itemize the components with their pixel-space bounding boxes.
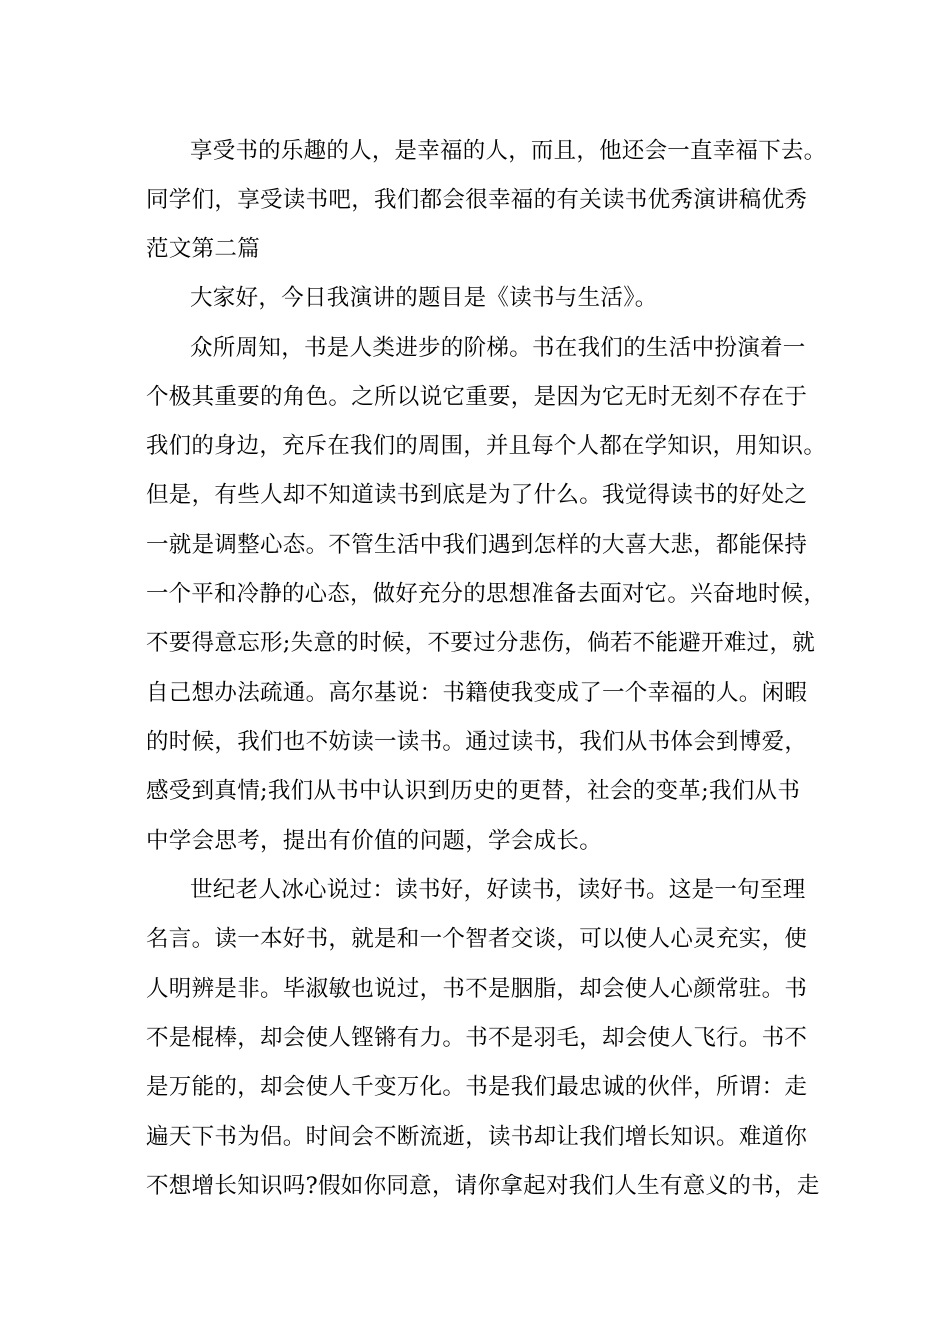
text-line: 不想增长知识吗?假如你同意，请你拿起对我们人生有意义的书，走 (146, 1173, 820, 1199)
text-line: 享受书的乐趣的人，是幸福的人，而且，他还会一直幸福下去。 (190, 138, 827, 164)
text-line: 范文第二篇 (146, 236, 261, 262)
text-line: 不要得意忘形;失意的时候，不要过分悲伤，倘若不能避开难过，就 (146, 630, 816, 656)
text-line: 中学会思考，提出有价值的问题，学会成长。 (146, 828, 603, 854)
text-line: 名言。读一本好书，就是和一个智者交谈，可以使人心灵充实，使 (146, 926, 808, 952)
text-line: 人明辨是非。毕淑敏也说过，书不是胭脂，却会使人心颜常驻。书 (146, 976, 808, 1002)
text-line: 自己想办法疏通。高尔基说：书籍使我变成了一个幸福的人。闲暇 (146, 680, 808, 706)
text-line: 我们的身边，充斥在我们的周围，并且每个人都在学知识，用知识。 (146, 433, 827, 459)
text-line: 个极其重要的角色。之所以说它重要，是因为它无时无刻不存在于 (146, 384, 808, 410)
text-line: 众所周知，书是人类进步的阶梯。书在我们的生活中扮演着一 (190, 335, 806, 361)
text-line: 世纪老人冰心说过：读书好，好读书，读好书。这是一句至理 (190, 877, 806, 903)
text-line: 一就是调整心态。不管生活中我们遇到怎样的大喜大悲，都能保持 (146, 532, 808, 558)
text-line: 大家好，今日我演讲的题目是《读书与生活》。 (190, 285, 658, 311)
text-line: 但是，有些人却不知道读书到底是为了什么。我觉得读书的好处之 (146, 482, 808, 508)
text-line: 同学们，享受读书吧，我们都会很幸福的有关读书优秀演讲稿优秀 (146, 187, 808, 213)
text-line: 感受到真情;我们从书中认识到历史的更替，社会的变革;我们从书 (146, 778, 801, 804)
text-line: 遍天下书为侣。时间会不断流逝，读书却让我们增长知识。难道你 (146, 1124, 808, 1150)
text-line: 的时候，我们也不妨读一读书。通过读书，我们从书体会到博爱， (146, 729, 808, 755)
text-line: 不是棍棒，却会使人铿锵有力。书不是羽毛，却会使人飞行。书不 (146, 1025, 808, 1051)
text-line: 一个平和冷静的心态，做好充分的思想准备去面对它。兴奋地时候， (146, 581, 827, 607)
text-line: 是万能的，却会使人千变万化。书是我们最忠诚的伙伴，所谓：走 (146, 1074, 808, 1100)
